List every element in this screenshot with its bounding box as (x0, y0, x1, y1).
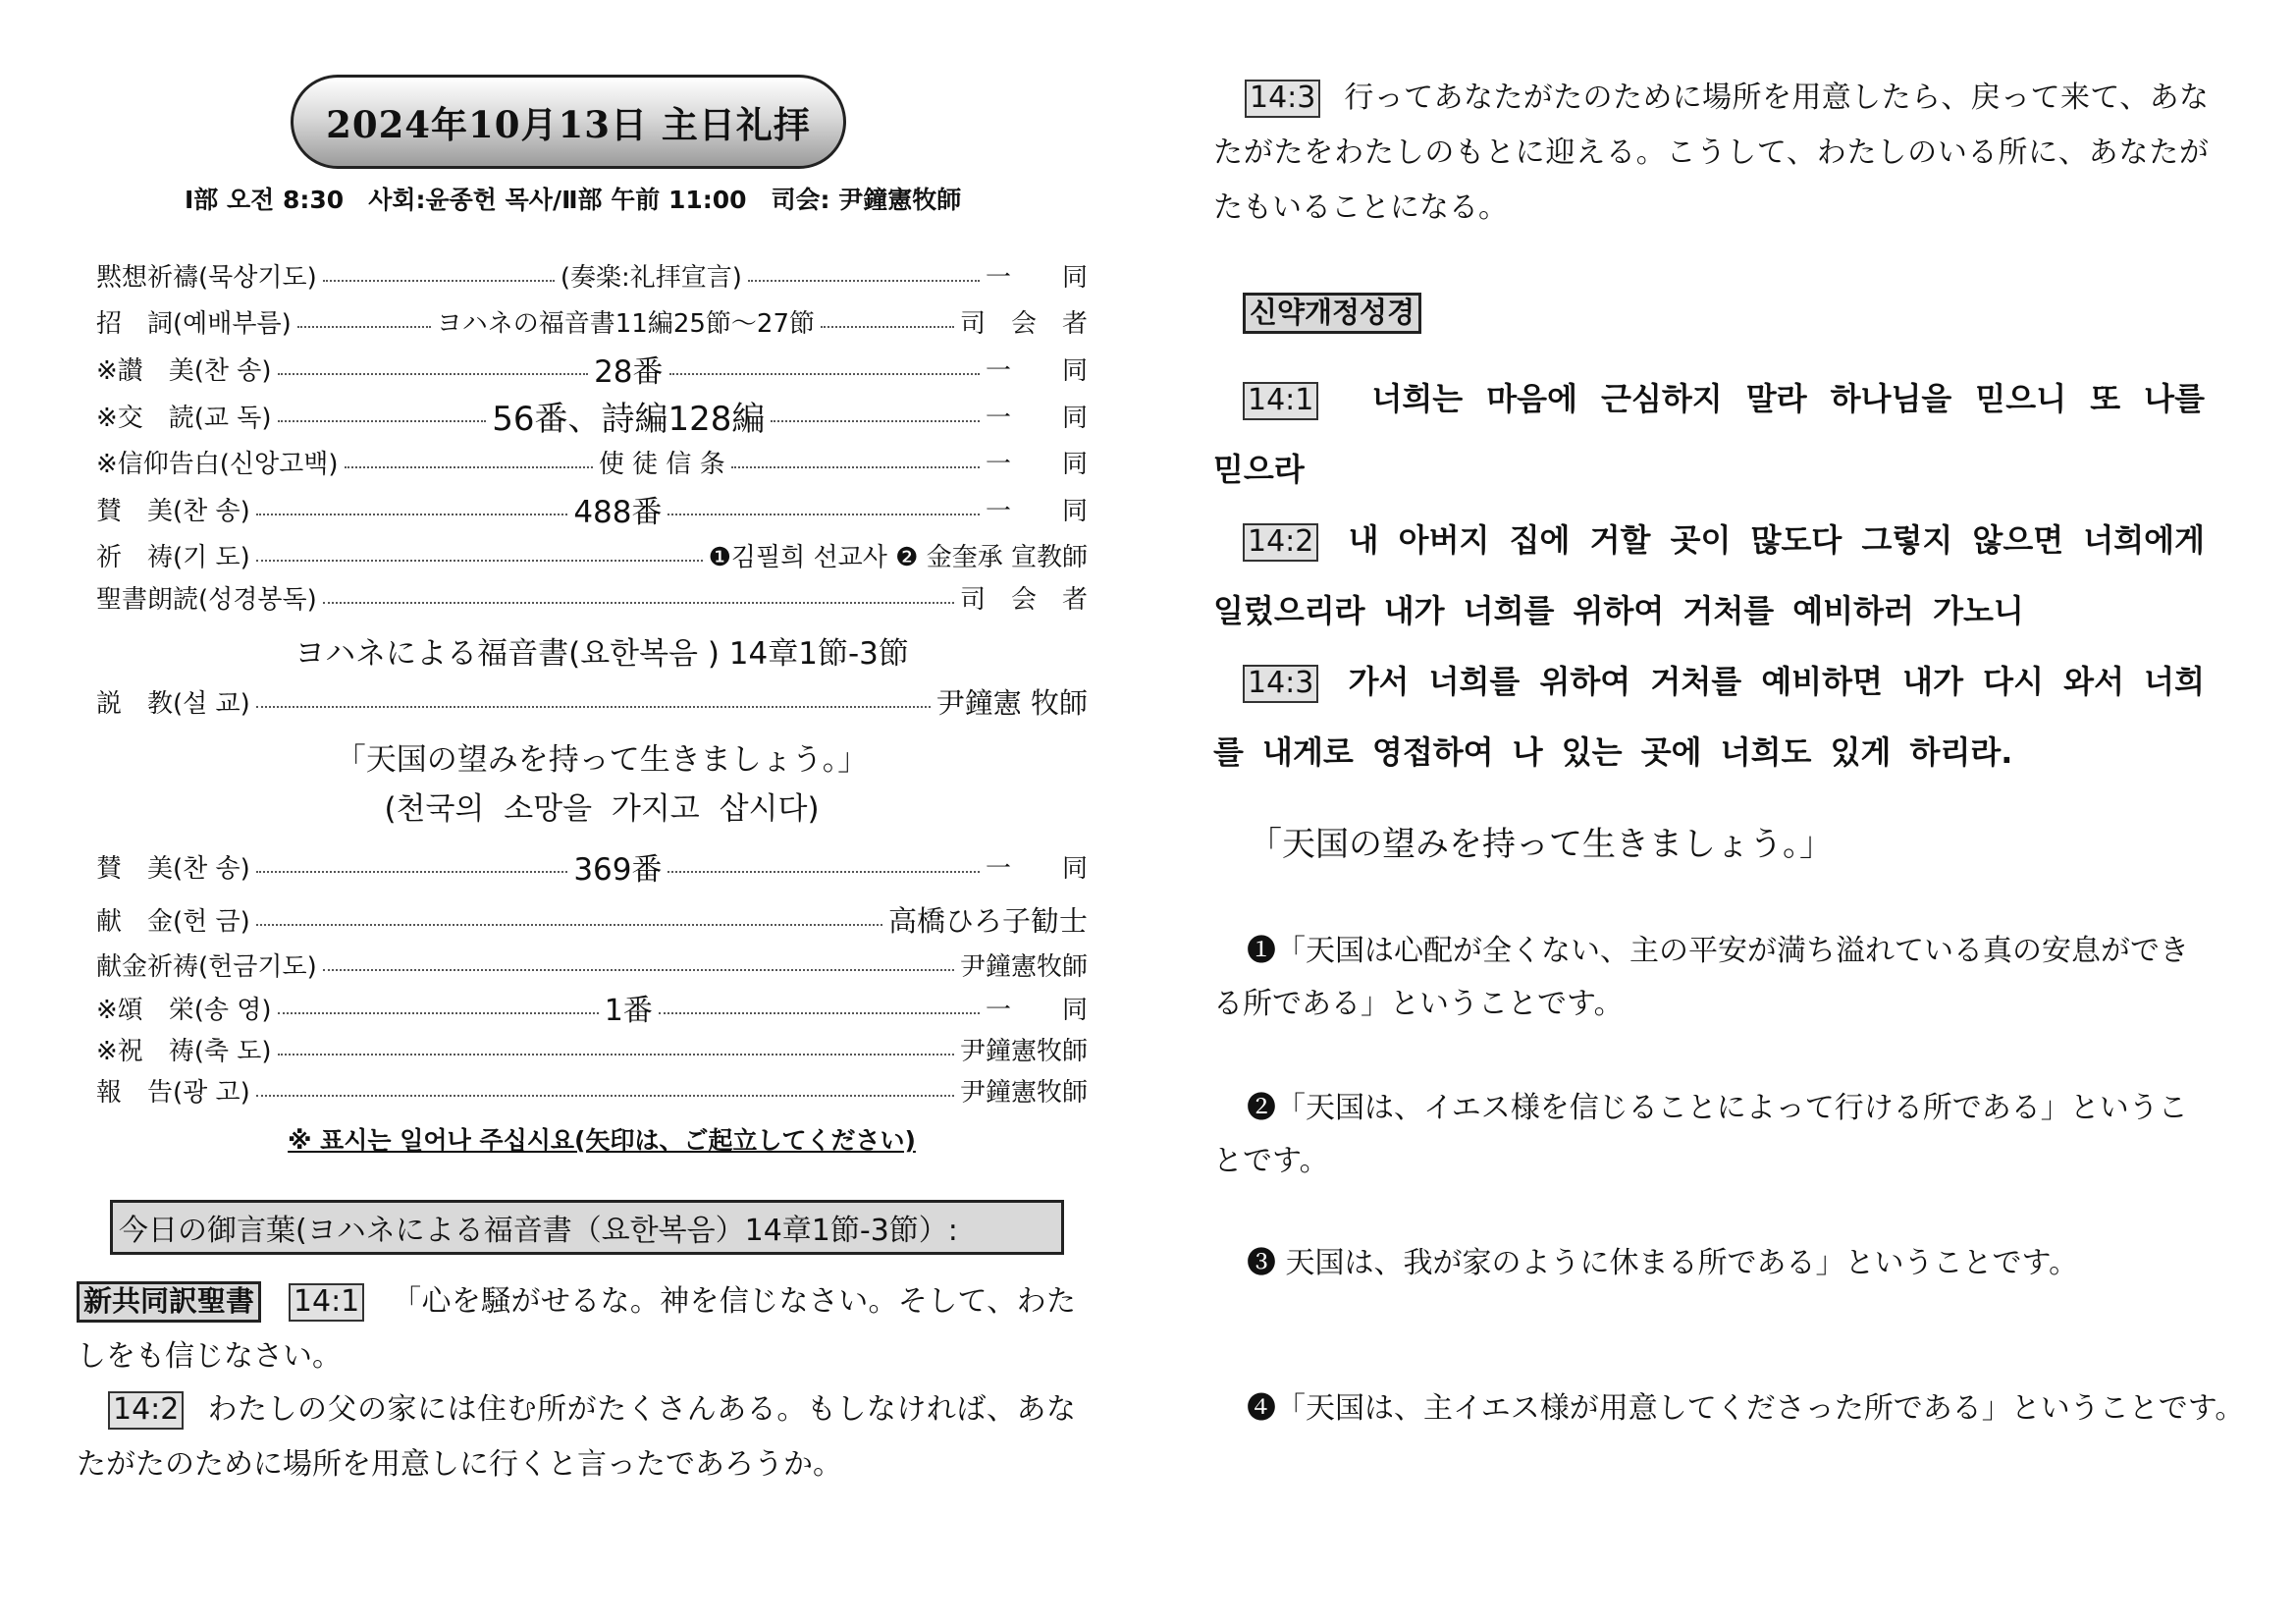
todays-word-heading: 今日の御言葉(ヨハネによる福音書（요한복음）14章1節-3節）: (110, 1200, 1064, 1255)
order-row (96, 846, 1088, 886)
order-item: ※交 読(교 독) (96, 403, 272, 433)
order-row (96, 899, 1088, 939)
dot-leader (323, 602, 954, 604)
order-detail: 使 徒 信 条 (598, 449, 725, 479)
order-item: ※祝 祷(축 도) (96, 1036, 272, 1066)
order-item: 賛 美(찬 송) (96, 496, 250, 526)
order-row (96, 988, 1088, 1027)
order-detail: 488番 (573, 494, 663, 530)
sermon-point-2: ❷「天国は、イエス様を信じることによって行ける所である」ということです。 (1213, 1091, 2188, 1178)
order-leader: 尹鐘憲牧師 (959, 951, 1088, 982)
dot-leader (256, 514, 568, 515)
dot-leader (278, 1054, 954, 1056)
order-item: ※信仰告白(신앙고백) (96, 449, 339, 479)
stand-note: ※ 표시는 일어나 주십시요(矢印は、ご起立してください) (288, 1126, 916, 1155)
order-leader: 一 同 (986, 853, 1089, 884)
order-leader: 尹鐘憲牧師 (959, 1077, 1088, 1108)
scripture-reference: ヨハネによる福音書(요한복음 ) 14章1節-3節 (294, 636, 909, 672)
order-item: 献 金(헌 금) (96, 906, 250, 937)
order-row (96, 489, 1088, 528)
verse-text: 내 아버지 집에 거할 곳이 많도다 그렇지 않으면 너희에게 일렀으리라 내가 너희를 위하여 거처를 예비하러 가노니 (1213, 521, 2205, 629)
jp-verse-2 (77, 1382, 1076, 1492)
order-detail: 1番 (604, 994, 653, 1028)
order-leader: 一 同 (986, 496, 1089, 526)
dot-leader (659, 1012, 980, 1014)
order-item: 報 告(광 고) (96, 1077, 250, 1108)
jp-version-label: 新共同訳聖書 (77, 1281, 261, 1323)
order-item: 献金祈祷(헌금기도) (96, 951, 317, 982)
dot-leader (256, 871, 568, 873)
order-leader: 一 同 (985, 995, 1088, 1025)
sermon-title-kr: (천국의 소망을 가지고 삽시다) (384, 791, 820, 827)
order-detail: 28番 (594, 353, 664, 390)
dot-leader (667, 514, 980, 515)
order-item: 説 教(설 교) (96, 688, 250, 719)
dot-leader (278, 373, 588, 375)
verse-text: わたしの父の家には住む所がたくさんある。もしなければ、あなたがたのために場所を用意しに行くと言ったであろうか。 (77, 1392, 1076, 1482)
order-detail: (奏楽:礼拝宣言) (560, 262, 742, 293)
kr-verse-1 (1213, 363, 2205, 505)
order-leader: 司 会 者 (959, 584, 1088, 615)
order-leader: 一 同 (986, 449, 1089, 479)
order-leader: 一 同 (985, 262, 1088, 293)
dot-leader (669, 373, 980, 375)
order-item: 黙想祈禱(묵상기도) (96, 262, 317, 293)
kr-version-label: 신약개정성경 (1243, 293, 1421, 334)
order-item: ※頌 栄(송 영) (96, 995, 272, 1025)
dot-leader (731, 466, 980, 468)
order-item: 招 詞(예배부름) (96, 308, 292, 339)
order-row (96, 396, 1089, 439)
dot-leader (256, 706, 931, 708)
sermon-point-1: ❶「天国は心配が全くない、主の平安が満ち溢れている真の安息ができる所である」ということです。 (1213, 934, 2189, 1021)
sermon-point-3: ❸ 天国は、我が家のように休まる所である」ということです。 (1247, 1246, 2079, 1280)
order-row (96, 301, 1088, 341)
order-leader: ❶김필희 선교사 ❷ 金奎承 宣教師 (708, 542, 1088, 572)
verse-number: 14:3 (1243, 665, 1318, 703)
order-leader: 尹鐘憲牧師 (959, 1036, 1088, 1066)
page-title: 2024年10月13日 主日礼拝 (291, 75, 846, 169)
order-item: 祈 祷(기 도) (96, 542, 250, 572)
dot-leader (748, 280, 980, 282)
order-row (96, 255, 1088, 295)
jp-verse-1 (77, 1274, 1076, 1384)
verse-number: 14:1 (1243, 382, 1318, 420)
dot-leader (323, 280, 555, 282)
sermon-heading: 「天国の望みを持って生きましょう。」 (1249, 825, 1833, 864)
verse-text: 行ってあなたがたのために場所を用意したら、戻って来て、あなたがたをわたしのもとに迎える。こうして、わたしのいる所に、あなたがたもいることになる。 (1213, 81, 2209, 225)
dot-leader (821, 326, 954, 328)
dot-leader (345, 466, 593, 468)
jp-verse-3 (1213, 71, 2209, 236)
kr-verse-2 (1213, 505, 2205, 646)
order-row (96, 535, 1088, 574)
dot-leader (771, 420, 980, 422)
dot-leader (256, 924, 882, 926)
order-row (96, 1070, 1088, 1110)
sermon-point-4: ❹「天国は、主イエス様が用意してくださった所である」ということです。 (1247, 1391, 2245, 1426)
order-leader: 司 会 者 (960, 308, 1089, 339)
order-item: ※讃 美(찬 송) (96, 355, 272, 386)
dot-leader (323, 969, 954, 971)
dot-leader (278, 420, 487, 422)
order-leader: 高橋ひろ子勧士 (887, 903, 1088, 938)
dot-leader (667, 871, 980, 873)
sermon-title-jp: 「天国の望みを持って生きましょう。」 (335, 742, 869, 778)
order-leader: 一 同 (986, 403, 1089, 433)
order-row (96, 442, 1088, 481)
order-leader: 一 同 (986, 355, 1089, 386)
order-item: 賛 美(찬 송) (96, 853, 250, 884)
order-detail: 56番、詩編128編 (492, 399, 766, 439)
dot-leader (297, 326, 431, 328)
order-row (96, 349, 1088, 388)
kr-verse-3 (1213, 646, 2205, 787)
order-row (96, 1029, 1088, 1068)
order-row (96, 577, 1088, 617)
order-leader: 尹鐘憲 牧師 (935, 685, 1088, 720)
verse-number: 14:2 (1243, 523, 1318, 562)
order-item: 聖書朗読(성경봉독) (96, 584, 317, 615)
verse-text: 너희는 마음에 근심하지 말라 하나님을 믿으니 또 나를 믿으라 (1213, 380, 2205, 488)
order-detail: 369番 (573, 851, 663, 888)
kr-version-heading (1243, 293, 1421, 334)
verse-number: 14:2 (108, 1391, 184, 1430)
verse-text: 「心を騒がせるな。神を信じなさい。そして、わたしをも信じなさい。 (77, 1284, 1076, 1374)
order-detail: ヨハネの福音書11編25節～27節 (436, 308, 816, 339)
dot-leader (278, 1012, 599, 1014)
dot-leader (256, 1095, 954, 1097)
service-times: Ⅰ部 오전 8:30 사회:윤종헌 목사/Ⅱ部 午前 11:00 司会: 尹鐘憲牧師 (185, 186, 962, 214)
verse-number: 14:1 (289, 1283, 364, 1322)
sermon-row (96, 681, 1088, 721)
verse-text: 가서 너희를 위하여 거처를 예비하면 내가 다시 와서 너희를 내게로 영접하여 나 있는 곳에 너희도 있게 하리라. (1213, 663, 2205, 771)
dot-leader (256, 560, 703, 562)
verse-number: 14:3 (1245, 80, 1320, 118)
order-row (96, 945, 1088, 984)
